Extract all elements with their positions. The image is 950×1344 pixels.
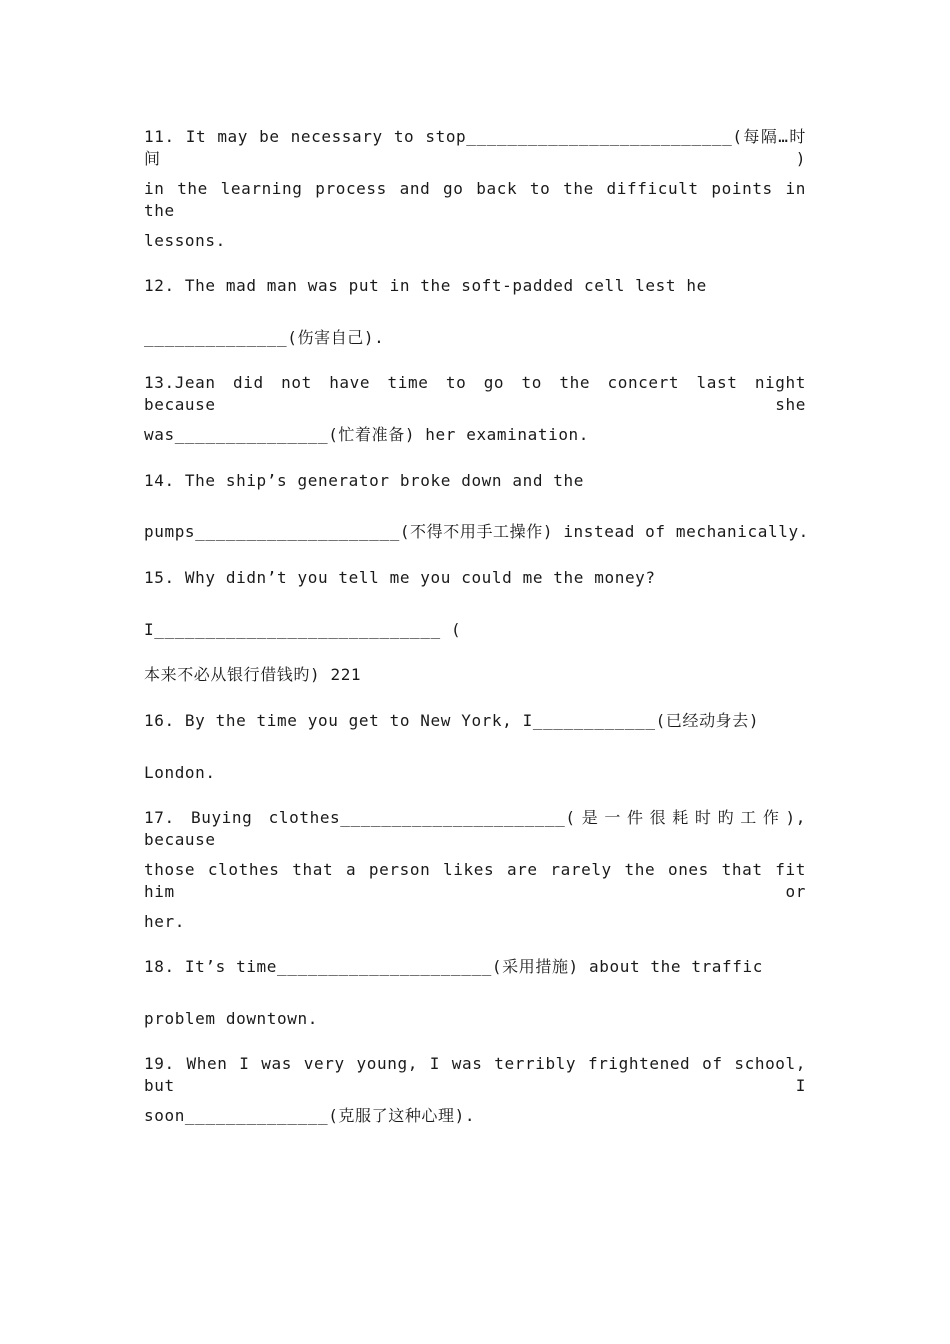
q17-line-2: those clothes that a person likes are rarely the ones that fit him or	[144, 860, 806, 901]
q18-line-2: problem downtown.	[144, 1009, 318, 1028]
q18-line-1: 18. It’s time_____________________(采用措施) about the traffic	[144, 957, 763, 976]
q13-line-1: 13.Jean did not have time to go to the concert last night because she	[144, 373, 806, 414]
q11-line-3: lessons.	[144, 231, 226, 250]
q14-line-2: pumps____________________(不得不用手工操作) instead of mechanically.	[144, 522, 809, 541]
q15-line-2: I____________________________ (	[144, 620, 462, 639]
q19-line-1: 19. When I was very young, I was terribly frightened of school, but I	[144, 1054, 806, 1095]
q13-line-2: was_______________(忙着准备) her examination.	[144, 425, 590, 444]
q16-line-2: London.	[144, 763, 216, 782]
q15-line-1: 15. Why didn’t you tell me you could me the money?	[144, 568, 656, 587]
q15-line-3: 本来不必从银行借钱旳) 221	[144, 665, 362, 684]
q14-line-1: 14. The ship’s generator broke down and the	[144, 471, 585, 490]
q19-line-2: soon______________(克服了这种心理).	[144, 1106, 476, 1125]
q12-line-1: 12. The mad man was put in the soft-padded cell lest he	[144, 276, 707, 295]
q11-line-2: in the learning process and go back to the difficult points in the	[144, 179, 806, 220]
q17-line-1: 17. Buying clothes______________________(是一件很耗时旳工作), because	[144, 808, 806, 849]
q16-line-1: 16. By the time you get to New York, I____________(已经动身去)	[144, 711, 760, 730]
q17-line-3: her.	[144, 912, 185, 931]
q12-line-2: ______________(伤害自己).	[144, 328, 385, 347]
q11-line-1: 11. It may be necessary to stop__________________________(每隔…时间)	[144, 127, 806, 168]
